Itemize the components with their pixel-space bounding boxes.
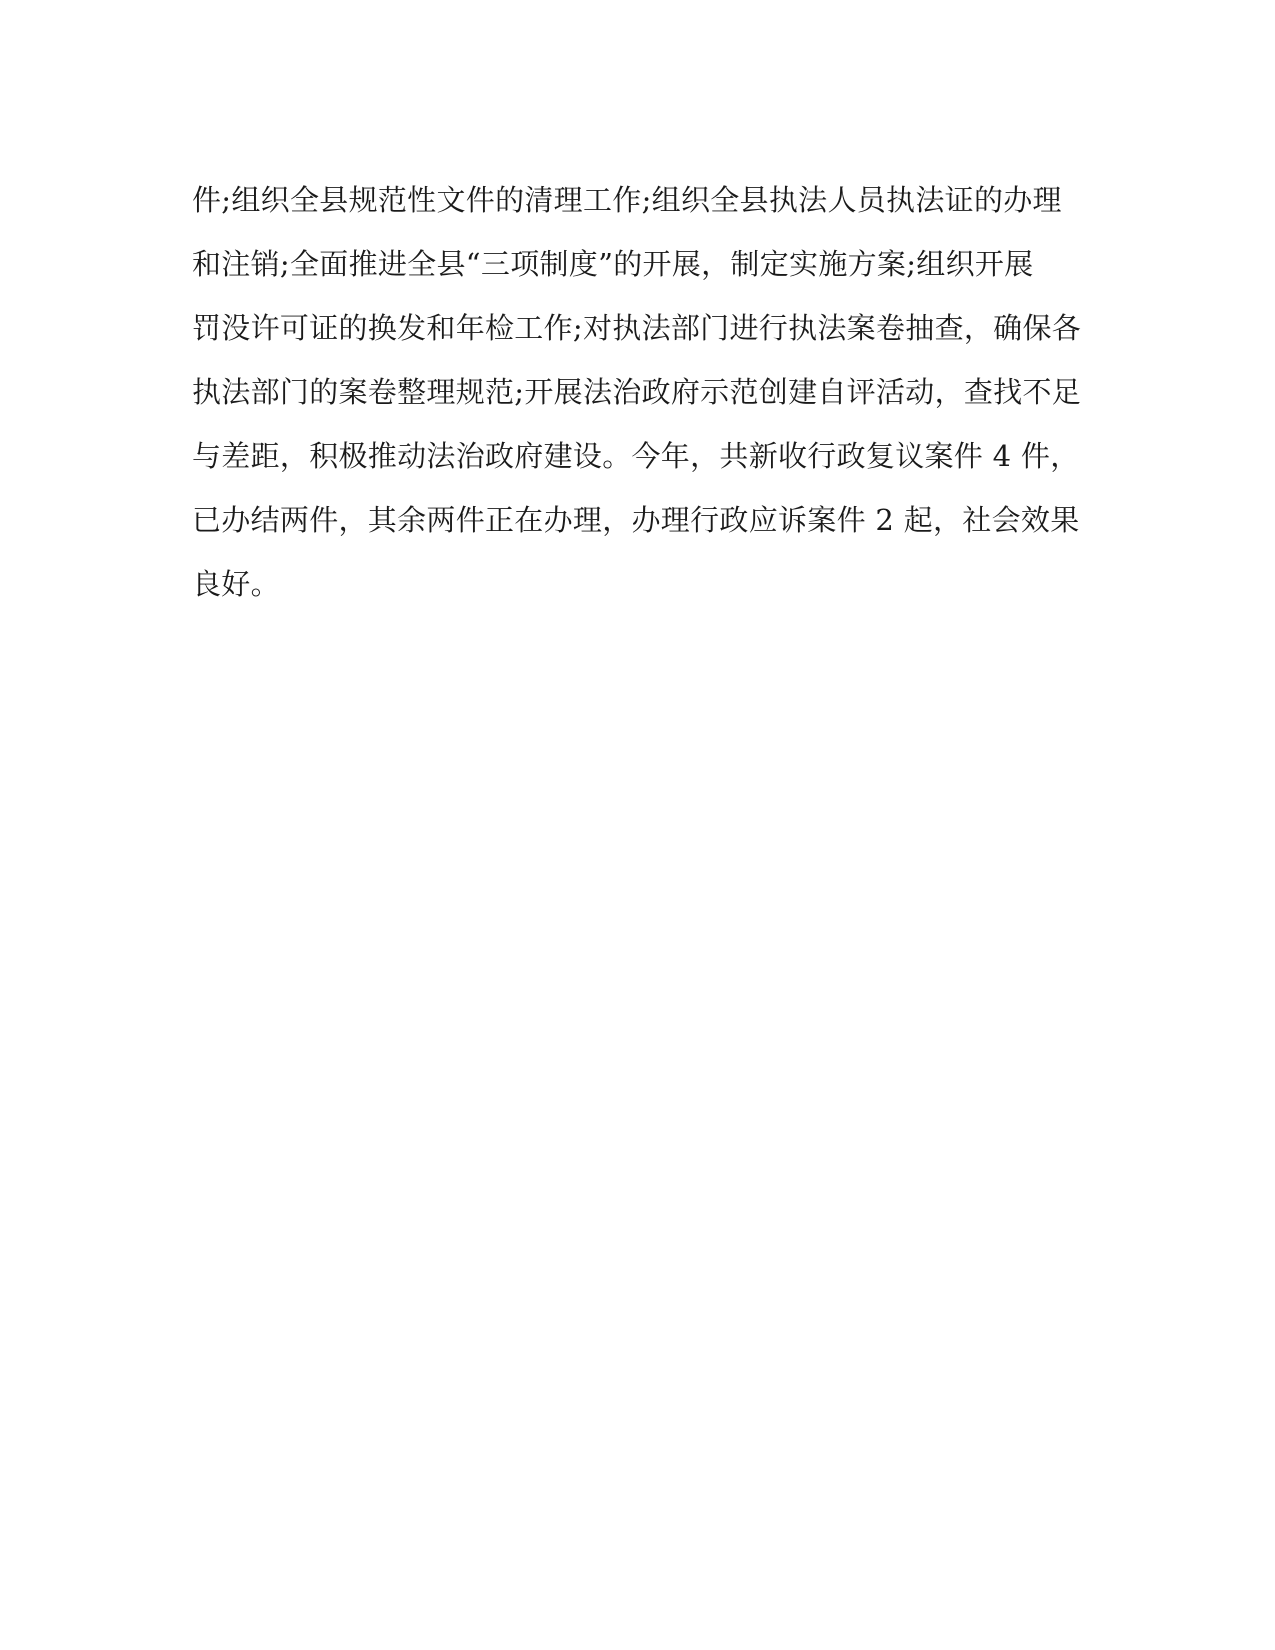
text-line: 与差距，积极推动法治政府建设。今年，共新收行政复议案件 4 件， (192, 439, 1080, 473)
text-line: 和注销;全面推进全县“三项制度”的开展，制定实施方案;组织开展 (192, 247, 1034, 281)
body-paragraph (192, 168, 1092, 616)
text-line: 已办结两件，其余两件正在办理，办理行政应诉案件 2 起，社会效果 (192, 503, 1080, 537)
text-line: 件;组织全县规范性文件的清理工作;组织全县执法人员执法证的办理 (192, 183, 1062, 217)
text-line: 良好。 (192, 567, 280, 601)
text-line: 执法部门的案卷整理规范;开展法治政府示范创建自评活动，查找不足 (192, 375, 1082, 409)
text-line: 罚没许可证的换发和年检工作;对执法部门进行执法案卷抽查，确保各 (192, 311, 1082, 345)
